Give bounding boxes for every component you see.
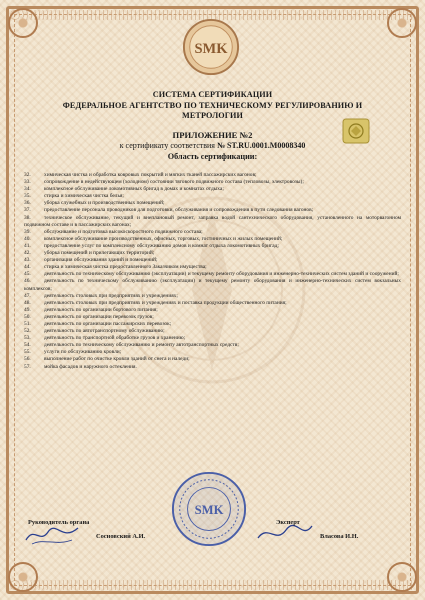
item-text: деятельность по организации перевозок грузов; (44, 313, 154, 320)
certificate-prefix: к сертификату соответствия (119, 141, 217, 150)
item-text: выполнение работ по очистке кровли зданий от снега и наледи; (44, 356, 190, 363)
item-number: 51. (24, 320, 31, 327)
item-text: сопровождение в недействующем (холодном) состоянии тягового подвижного состава (тепловозы, электровозы); (44, 179, 304, 186)
item-text: предоставление персонала проводников для подготовки, обслуживания и сопровождения в пути следования вагонов; (44, 207, 314, 214)
certification-area-title: Область сертификации: (167, 152, 258, 161)
item-number: 34. (24, 186, 31, 193)
item-text: обслуживание и подготовка высокоскоростного подвижного состава; (44, 228, 203, 235)
list-item (24, 307, 401, 314)
director-title: Руководитель органа (28, 519, 90, 526)
item-text: техническое обслуживание, текущий и внеплановый ремонт, заправка водой сантехнического оборудования, установленного на моторвагонном подвижном составе и в пассажирских вагонах; (24, 214, 401, 228)
item-text: комплексное обслуживание локомотивных бригад в домах и комнатах отдыха; (44, 186, 224, 193)
item-number: 43. (24, 257, 31, 264)
item-text: уборка служебных и производственных помещений; (44, 200, 165, 207)
list-item (24, 321, 401, 328)
item-number: 52. (24, 328, 31, 335)
corner-ornament (8, 8, 38, 38)
item-number: 36. (24, 200, 31, 207)
item-text: комплексное обслуживание производственных, офисных, торговых, гостиничных и жилых помещений; (44, 235, 283, 242)
certification-item-list (24, 172, 401, 371)
item-text: стирка и химическая чистка предоставленного Заказчиком имущества; (44, 264, 207, 271)
list-item (24, 300, 401, 307)
official-seal (170, 470, 248, 548)
expert-name: Власова И.Н. (320, 533, 359, 540)
list-item (24, 356, 401, 363)
item-number: 49. (24, 306, 31, 313)
item-number: 57. (24, 363, 31, 370)
item-number: 35. (24, 193, 31, 200)
item-text: предоставление услуг по комплексному обслуживанию домов и комнат отдыха локомотивных бригад; (44, 242, 279, 249)
heading-line: СИСТЕМА СЕРТИФИКАЦИИ (152, 90, 273, 99)
list-item (24, 243, 401, 250)
list-item (24, 229, 401, 236)
item-text: деятельность по организации пассажирских перевозок; (44, 320, 172, 327)
item-text: деятельность по автотранспортному обслуживанию; (44, 328, 165, 335)
item-text: химическая чистка и обработка ковровых покрытий и мягких тканей пассажирских вагонов; (44, 172, 257, 178)
corner-ornament (387, 8, 417, 38)
item-text: услуги по обслуживанию кровли; (44, 349, 122, 356)
item-text: стирка и химическая чистка белья; (44, 193, 124, 200)
item-text: деятельность по организации бортового питания; (44, 306, 158, 313)
certificate-number: № ST.RU.0001.M0008340 (216, 141, 306, 150)
corner-ornament (8, 562, 38, 592)
item-text: деятельность по техническому обслуживанию (эксплуатации) и текущему ремонту оборудования и инженерно-технических систем вокзальных комплексов; (24, 278, 401, 292)
item-number: 44. (24, 264, 31, 271)
item-number: 39. (24, 228, 31, 235)
item-number: 38. (24, 214, 31, 221)
appendix-title: ПРИЛОЖЕНИЕ №2 (172, 130, 253, 140)
heading-line: ФЕДЕРАЛЬНОЕ АГЕНТСТВО ПО ТЕХНИЧЕСКОМУ РЕГУЛИРОВАНИЮ И (62, 100, 363, 110)
item-number: 32. (24, 172, 31, 178)
list-item (24, 364, 401, 371)
item-number: 40. (24, 235, 31, 242)
svg-text:SMK: SMK (194, 40, 228, 57)
list-item (24, 314, 401, 321)
item-number: 45. (24, 271, 31, 278)
smk-logo (182, 18, 240, 76)
item-text: деятельность столовых при предприятиях и учреждениях и поставка продукции общественного питания; (44, 299, 287, 306)
item-text: деятельность по техническому обслуживанию (эксплуатации) и текущему ремонту оборудования и инженерно-технических систем зданий и сооружений; (44, 271, 399, 278)
item-number: 53. (24, 335, 31, 342)
corner-ornament (387, 562, 417, 592)
list-item (24, 293, 401, 300)
list-item (24, 215, 401, 229)
heading-line: МЕТРОЛОГИИ (182, 111, 243, 120)
item-number: 56. (24, 356, 31, 363)
list-item (24, 278, 401, 292)
item-number: 55. (24, 349, 31, 356)
item-text: мойка фасадов и наружного остекления. (44, 363, 137, 370)
item-text: деятельность столовых при предприятиях и учреждениях; (44, 292, 178, 299)
svg-text:SMK: SMK (194, 502, 224, 517)
list-item (24, 207, 401, 214)
item-text: организация обслуживания зданий и помещений; (44, 257, 158, 264)
item-number: 48. (24, 299, 31, 306)
certification-system-heading (30, 90, 395, 122)
item-number: 50. (24, 313, 31, 320)
list-item (24, 257, 401, 264)
item-number: 47. (24, 292, 31, 299)
item-number: 33. (24, 179, 31, 186)
item-number: 54. (24, 342, 31, 349)
certificate-reference (30, 141, 395, 150)
item-text: деятельность по транспортной обработке грузов и хранению; (44, 335, 186, 342)
item-number: 41. (24, 242, 31, 249)
item-number: 42. (24, 250, 31, 257)
list-item (24, 236, 401, 243)
item-text: уборка помещений и прилегающих территорий; (44, 250, 155, 257)
item-number: 46. (24, 278, 31, 285)
expert-title: Эксперт (276, 519, 300, 526)
item-text: деятельность по техническому обслуживанию и ремонту автотранспортных средств; (44, 342, 239, 349)
item-number: 37. (24, 207, 31, 214)
director-name: Сосновский А.И. (96, 533, 146, 540)
